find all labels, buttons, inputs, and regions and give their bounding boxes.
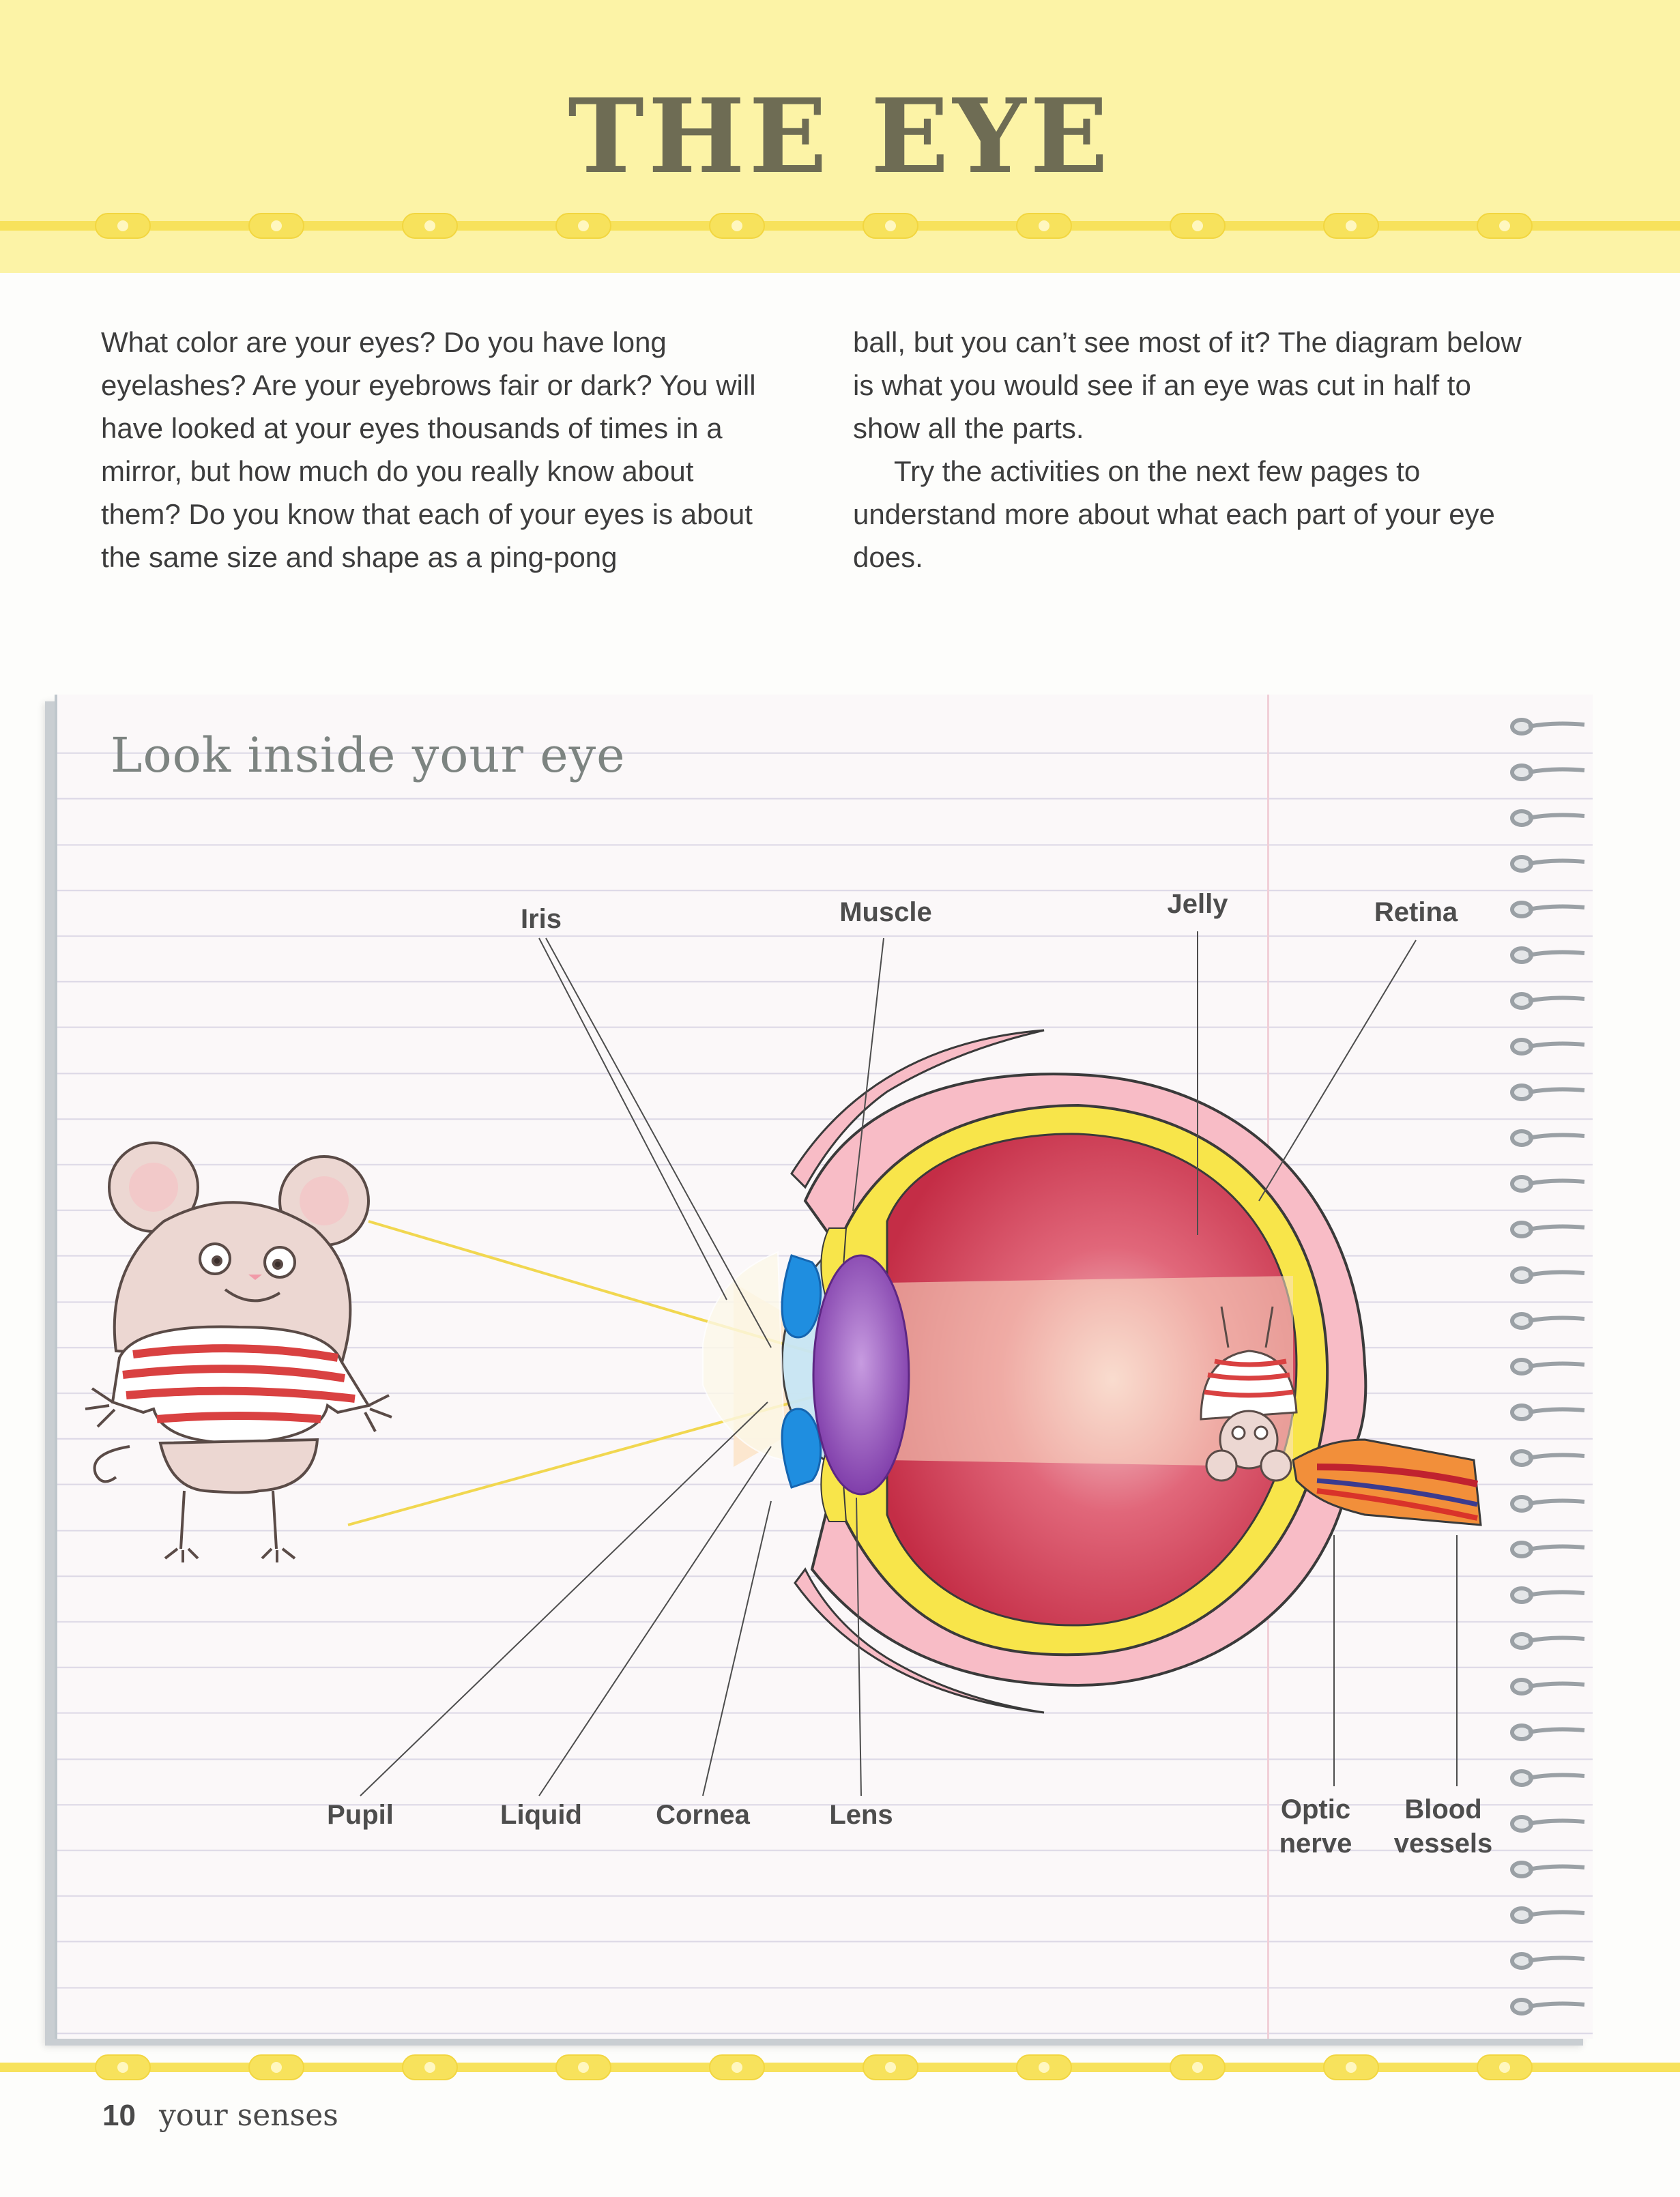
page-footer (102, 2098, 338, 2133)
label-blood-vessels-line2: vessels (1393, 1829, 1493, 1859)
spiral-binding (1512, 720, 1584, 2013)
label-blood-vessels-line1: Blood (1404, 1794, 1482, 1824)
page-title: THE EYE (568, 76, 1112, 197)
label-retina: Retina (1374, 897, 1458, 927)
intro-paragraph-3: Try the activities on the next few pages to understand more about what each part of your eye does. (853, 455, 1495, 573)
page-number: 10 (102, 2099, 136, 2132)
label-optic-nerve-line2: nerve (1279, 1829, 1352, 1859)
intro-paragraph-1: What color are your eyes? Do you have long eyelashes? Are your eyebrows fair or dark? You will have looked at your eyes thousands of times in a mirror, but how much do you really know about them? Do you know that each of your eyes is about the same size and shape as a ping-pong (101, 326, 756, 573)
decorative-border-bottom (0, 2055, 1680, 2080)
label-pupil: Pupil (327, 1800, 394, 1830)
intro-paragraph-2: ball, but you can’t see most of it? The diagram below is what you would see if an eye was cut in half to show all the parts. (853, 326, 1522, 444)
label-liquid: Liquid (500, 1800, 582, 1830)
label-optic-nerve-line1: Optic (1280, 1794, 1351, 1824)
diagram-heading: Look inside your eye (111, 727, 626, 783)
label-muscle: Muscle (839, 897, 932, 927)
mouse-illustration (85, 1143, 392, 1562)
label-cornea: Cornea (656, 1800, 750, 1830)
label-iris: Iris (520, 904, 562, 934)
label-lens: Lens (829, 1800, 893, 1830)
section-name: your senses (158, 2098, 338, 2133)
eyeball-cross-section (703, 1030, 1481, 1713)
label-jelly: Jelly (1167, 889, 1228, 919)
